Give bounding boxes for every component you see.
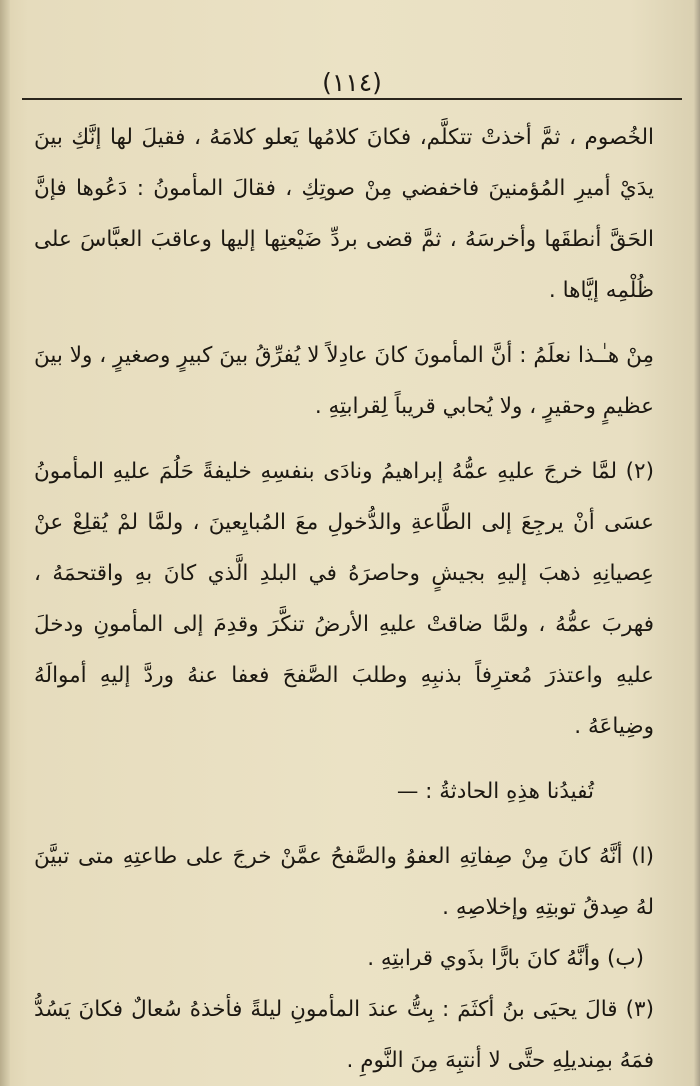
page-edge	[694, 0, 700, 1086]
paragraph-story-end: الخُصوم ، ثمَّ أخذتْ تتكلَّم، فكانَ كلامُها يَعلو كلامَهُ ، فقيلَ لها إنَّكِ بينَ يدَيْ أميرِ المُؤمنينَ فاخفضي مِنْ صوتِكِ ، فقالَ المأمونُ : دَعُوها فإنَّ الحَقَّ أنطقَها وأخرسَهُ ، ثمَّ قضى بردِّ ضَيْعتِها إليها وعاقبَ العبَّاسَ على ظُلْمِه إيَّاها .	[34, 125, 654, 303]
paragraph-lesson-justice: مِنْ هـٰـذا نعلَمُ : أنَّ المأمونَ كانَ عادِلاً لا يُفرِّقُ بينَ كبيرٍ وصغيرٍ ، ولا بينَ عظيمٍ وحقيرٍ ، ولا يُحابي قريباً لِقرابتِهِ .	[34, 343, 654, 419]
lesson-item-a: (ا) أنَّهُ كانَ مِنْ صِفاتِهِ العفوُ والصَّفحُ عمَّنْ خرجَ على طاعتِهِ متى تبيَّنَ لهُ صِدقُ توبتِهِ وإخلاصِهِ .	[34, 844, 654, 920]
book-gutter	[0, 0, 10, 1086]
paragraph-story-ibrahim: (٢) لمَّا خرجَ عليهِ عمُّهُ إبراهيمُ ونادَى بنفسِهِ خليفةً حَلُمَ عليهِ المأمونُ عسَى أنْ يرجِعَ إلى الطَّاعةِ والدُّخولِ معَ المُبايِعينَ ، ولمَّا لمْ يُقلِعْ عنْ عِصيانِهِ ذهبَ إليهِ بجيشٍ وحاصرَهُ في البلدِ الَّذي كانَ بهِ واقتحمَهُ ، فهربَ عمُّهُ ، ولمَّا ضاقتْ عليهِ الأرضُ تنكَّرَ وقدِمَ إلى المأمونِ ودخلَ عليهِ واعتذرَ مُعترِفاً بذنبِهِ وطلبَ الصَّفحَ فعفا عنهُ وردَّ إليهِ أموالَهُ وضِياعَهُ .	[34, 459, 654, 739]
lessons-heading: تُفيدُنا هذِهِ الحادثةُ : —	[396, 779, 594, 804]
lesson-item-b: (ب) وأنَّهُ كانَ بارًّا بذَوي قرابتِهِ .	[367, 946, 644, 971]
page-number: (١١٤)	[322, 68, 382, 97]
paragraph-story-yahya: (٣) قالَ يحيَى بنُ أكثَمَ : بِتُّ عندَ المأمونِ ليلةً فأخذهُ سُعالٌ فكانَ يَسُدُّ فمَهُ بمِنديلِهِ حتَّى لا أنتبِهَ مِنَ النَّومِ .	[34, 997, 654, 1073]
page-body	[34, 112, 654, 1086]
header-rule	[22, 98, 682, 100]
page-header	[22, 64, 682, 104]
